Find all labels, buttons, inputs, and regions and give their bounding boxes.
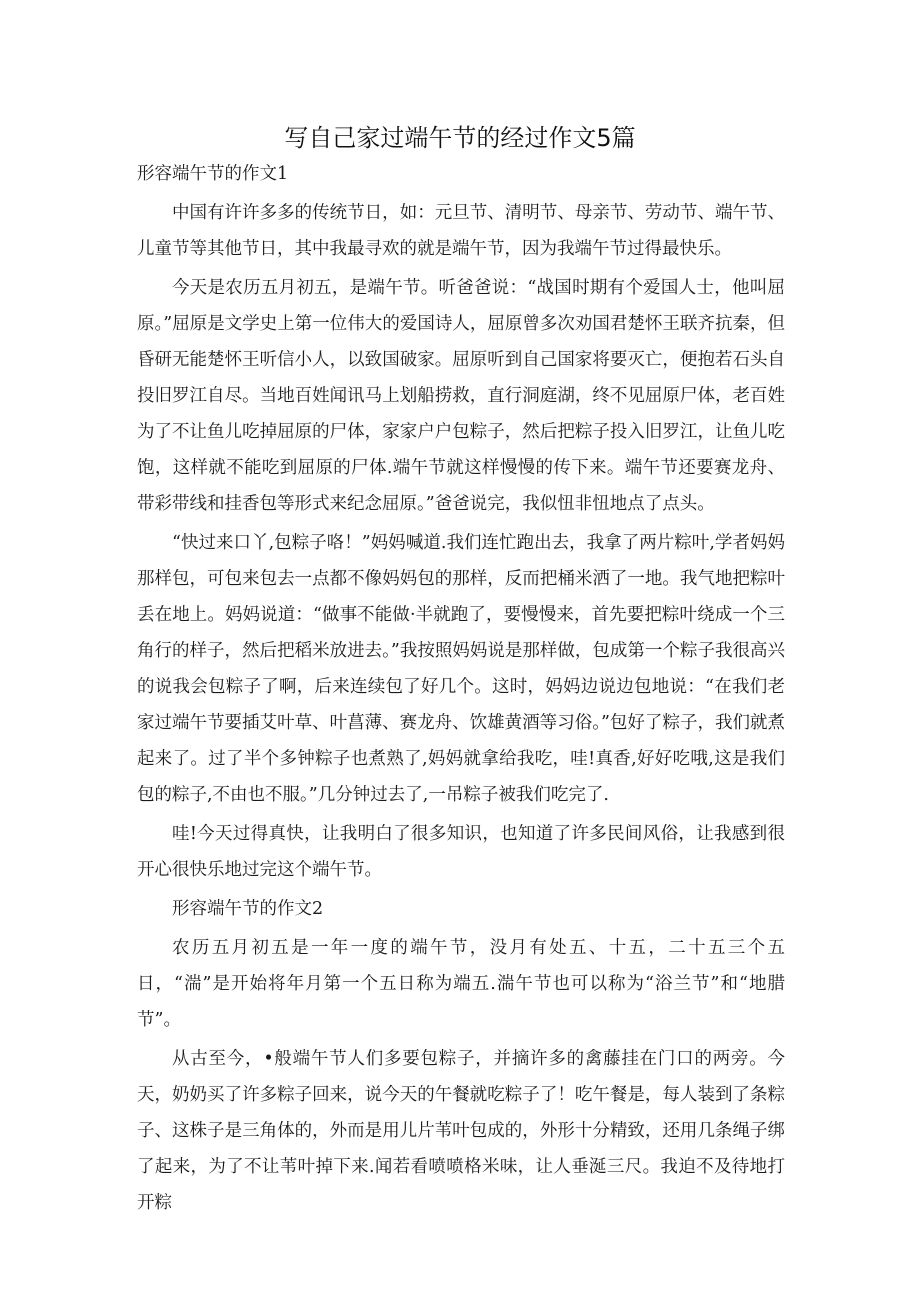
paragraph: 中国有许许多多的传统节日，如：元旦节、清明节、母亲节、劳动节、端午节、儿童节等其他节日，其中我最寻欢的就是端午节，因为我端午节过得最快乐。 xyxy=(137,203,785,259)
paragraph: 农历五月初五是一年一度的端午节，没月有处五、十五，二十五三个五日，“湍”是开始将年月第一个五日称为端五.湍午节也可以称为“浴兰节”和“地腊节”。 xyxy=(137,938,785,1030)
paragraph: 今天是农历五月初五，是端午节。听爸爸说：“战国时期有个爱国人士，他叫屈原。”屈原是文学史上第一位伟大的爱国诗人，屈原曾多次劝国君楚怀王联齐抗秦，但昏研无能楚怀王听信小人，以致国破家。屈原听到自己国家将要灭亡，便抱若石头自投旧罗江自尽。当地百姓闻讯马上划船捞救，直行洞庭湖，终不见屈原尸体，老百姓为了不让鱼儿吃掉屈原的尸体，家家户户包粽子，然后把粽子投入旧罗江，让鱼儿吃饱，这样就不能吃到屈原的尸体.端午节就这样慢慢的传下来。端午节还要赛龙舟、带彩带线和挂香包等形式来纪念屈原。”爸爸说完，我似忸非忸地点了点头。 xyxy=(137,278,785,514)
section-heading: 形容端午节的作文1 xyxy=(137,164,289,184)
paragraph: “快过来口丫,包粽子咯！”妈妈喊道.我们连忙跑出去，我拿了两片粽叶,学者妈妈那样包，可包来包去一点都不像妈妈包的那样，反而把桶米洒了一地。我气地把粽叶丢在地上。妈妈说道：“做事不能做·半就跑了，要慢慢来，首先要把粽叶绕成一个三角行的样子，然后把稻米放进去。”我按照妈妈说是那样做，包成第一个粽子我很高兴的说我会包粽子了啊，后来连续包了好几个。这时，妈妈边说边包地说：“在我们老家过端午节要插艾叶草、叶菖薄、赛龙舟、饮雄黄酒等习俗。”包好了粽子，我们就煮起来了。过了半个多钟粽子也煮熟了,妈妈就拿给我吃，哇!真香,好好吃哦,这是我们包的粽子,不由也不服。”几分钟过去了,一吊粽子被我们吃完了. xyxy=(137,533,785,805)
document-title: 写自己家过端午节的经过作文5篇 xyxy=(284,124,636,152)
document-body xyxy=(137,156,785,1224)
paragraph: 从古至今，•般端午节人们多要包粽子，并摘许多的禽藤挂在门口的两旁。今天，奶奶买了许多粽子回来，说今天的午餐就吃粽子了！吃午餐是，每人装到了条粽子、这株子是三角体的，外而是用儿片苇叶包成的，外形十分精致，还用几条绳子绑了起来，为了不让苇叶掉下来.闻若看喷喷格米味，让人垂涎三尺。我迫不及待地打开粽 xyxy=(137,1049,785,1213)
paragraph: 哇!今天过得真快，让我明白了很多知识，也知道了许多民间风俗，让我感到很开心很快乐地过完这个端午节。 xyxy=(137,824,785,880)
section-heading: 形容端午节的作文2 xyxy=(172,899,324,919)
